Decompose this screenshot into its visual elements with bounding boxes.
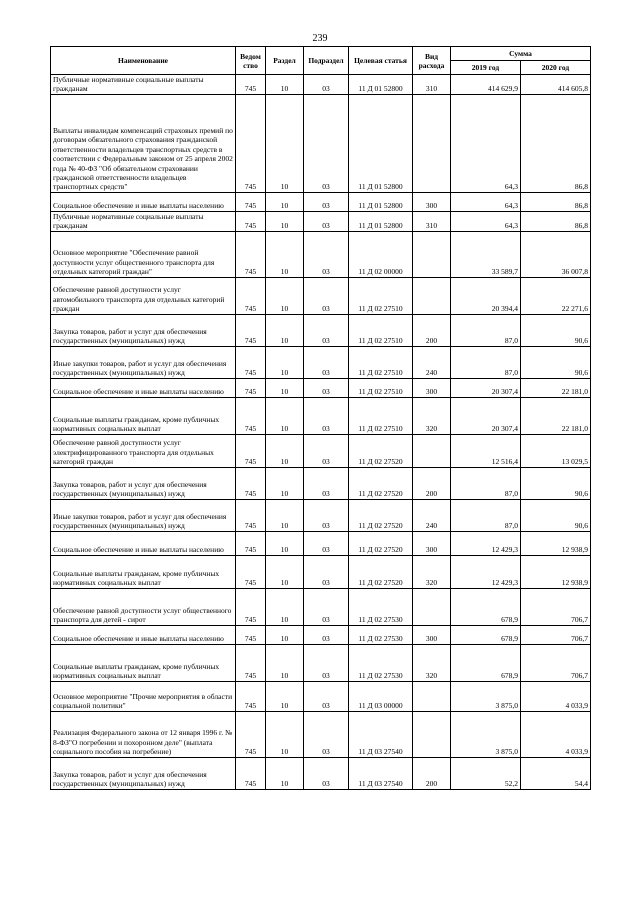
cell-sum-2020: 4 033,9 [521, 711, 591, 757]
table-row [51, 75, 591, 95]
cell-exp-type [413, 681, 451, 711]
cell-sum-2019: 52,2 [451, 757, 521, 789]
cell-dept: 745 [236, 346, 266, 378]
cell-subsection: 03 [304, 346, 349, 378]
cell-dept: 745 [236, 75, 266, 95]
cell-section: 10 [266, 644, 304, 681]
cell-exp-type [413, 588, 451, 625]
table-row [51, 378, 591, 397]
cell-section: 10 [266, 397, 304, 434]
cell-subsection: 03 [304, 588, 349, 625]
cell-sum-2020: 90,6 [521, 314, 591, 346]
cell-dept: 745 [236, 757, 266, 789]
cell-dept: 745 [236, 192, 266, 211]
cell-subsection: 03 [304, 211, 349, 231]
cell-subsection: 03 [304, 397, 349, 434]
cell-subsection: 03 [304, 499, 349, 531]
cell-target: 11 Д 02 27530 [349, 644, 413, 681]
cell-sum-2020: 12 938,9 [521, 555, 591, 588]
cell-section: 10 [266, 681, 304, 711]
table-row [51, 757, 591, 789]
cell-sum-2020: 13 029,5 [521, 434, 591, 467]
cell-sum-2019: 12 429,3 [451, 531, 521, 555]
cell-section: 10 [266, 346, 304, 378]
cell-exp-type: 310 [413, 75, 451, 95]
cell-dept: 745 [236, 277, 266, 314]
cell-dept: 745 [236, 397, 266, 434]
cell-sum-2020: 86,8 [521, 211, 591, 231]
header-exp-type: Вид расхода [413, 47, 451, 75]
cell-dept: 745 [236, 711, 266, 757]
cell-target: 11 Д 01 52800 [349, 75, 413, 95]
cell-name: Обеспечение равной доступности услуг общественного транспорта для детей - сирот [51, 588, 236, 625]
cell-sum-2019: 20 307,4 [451, 397, 521, 434]
cell-exp-type: 320 [413, 555, 451, 588]
header-target: Целевая статья [349, 47, 413, 75]
cell-exp-type: 240 [413, 346, 451, 378]
page-number: 239 [312, 33, 328, 44]
cell-sum-2020: 22 181,0 [521, 397, 591, 434]
table-row [51, 467, 591, 499]
cell-sum-2020: 22 271,6 [521, 277, 591, 314]
cell-target: 11 Д 02 27520 [349, 499, 413, 531]
cell-exp-type [413, 231, 451, 277]
table-row [51, 681, 591, 711]
cell-sum-2020: 54,4 [521, 757, 591, 789]
cell-target: 11 Д 02 27530 [349, 588, 413, 625]
table-row [51, 314, 591, 346]
cell-sum-2020: 706,7 [521, 588, 591, 625]
cell-exp-type: 200 [413, 467, 451, 499]
header-subsection: Подраздел [304, 47, 349, 75]
cell-sum-2019: 20 394,4 [451, 277, 521, 314]
cell-target: 11 Д 03 00000 [349, 681, 413, 711]
cell-exp-type [413, 94, 451, 192]
cell-section: 10 [266, 277, 304, 314]
cell-target: 11 Д 02 27530 [349, 625, 413, 644]
cell-target: 11 Д 01 52800 [349, 211, 413, 231]
cell-subsection: 03 [304, 681, 349, 711]
cell-target: 11 Д 02 27520 [349, 434, 413, 467]
table-row [51, 231, 591, 277]
cell-target: 11 Д 03 27540 [349, 757, 413, 789]
cell-name: Социальное обеспечение и иные выплаты населению [51, 378, 236, 397]
cell-subsection: 03 [304, 644, 349, 681]
cell-subsection: 03 [304, 555, 349, 588]
cell-sum-2020: 90,6 [521, 346, 591, 378]
cell-target: 11 Д 02 27510 [349, 314, 413, 346]
cell-sum-2019: 12 516,4 [451, 434, 521, 467]
cell-sum-2019: 64,3 [451, 211, 521, 231]
cell-name: Основное мероприятие "Прочие мероприятия в области социальной политики" [51, 681, 236, 711]
table-row [51, 434, 591, 467]
cell-exp-type: 300 [413, 625, 451, 644]
cell-target: 11 Д 03 27540 [349, 711, 413, 757]
cell-dept: 745 [236, 314, 266, 346]
cell-sum-2019: 3 875,0 [451, 711, 521, 757]
cell-section: 10 [266, 434, 304, 467]
cell-sum-2019: 33 589,7 [451, 231, 521, 277]
cell-name: Закупка товаров, работ и услуг для обеспечения государственных (муниципальных) нужд [51, 314, 236, 346]
cell-section: 10 [266, 192, 304, 211]
cell-name: Социальное обеспечение и иные выплаты населению [51, 531, 236, 555]
cell-section: 10 [266, 499, 304, 531]
table-row [51, 499, 591, 531]
cell-dept: 745 [236, 211, 266, 231]
header-year-2019: 2019 год [451, 61, 521, 75]
cell-name: Социальное обеспечение и иные выплаты населению [51, 192, 236, 211]
table-row [51, 588, 591, 625]
table-row [51, 531, 591, 555]
cell-sum-2020: 414 605,8 [521, 75, 591, 95]
table-row [51, 346, 591, 378]
cell-dept: 745 [236, 555, 266, 588]
cell-name: Социальные выплаты гражданам, кроме публичных нормативных социальных выплат [51, 644, 236, 681]
header-dept: Ведом ство [236, 47, 266, 75]
cell-target: 11 Д 01 52800 [349, 94, 413, 192]
cell-dept: 745 [236, 231, 266, 277]
budget-table [50, 46, 591, 790]
cell-name: Закупка товаров, работ и услуг для обеспечения государственных (муниципальных) нужд [51, 757, 236, 789]
cell-sum-2019: 678,9 [451, 588, 521, 625]
cell-name: Социальные выплаты гражданам, кроме публичных нормативных социальных выплат [51, 555, 236, 588]
header-sum: Сумма [451, 47, 591, 61]
cell-sum-2019: 87,0 [451, 314, 521, 346]
table-row [51, 277, 591, 314]
cell-subsection: 03 [304, 625, 349, 644]
cell-exp-type: 320 [413, 397, 451, 434]
cell-exp-type: 240 [413, 499, 451, 531]
cell-section: 10 [266, 757, 304, 789]
cell-name: Обеспечение равной доступности услуг автомобильного транспорта для отдельных категорий граждан [51, 277, 236, 314]
cell-sum-2019: 3 875,0 [451, 681, 521, 711]
cell-sum-2020: 12 938,9 [521, 531, 591, 555]
cell-section: 10 [266, 531, 304, 555]
cell-subsection: 03 [304, 192, 349, 211]
cell-sum-2019: 87,0 [451, 499, 521, 531]
cell-exp-type [413, 711, 451, 757]
cell-sum-2019: 87,0 [451, 346, 521, 378]
cell-target: 11 Д 02 27520 [349, 531, 413, 555]
table-row [51, 555, 591, 588]
cell-section: 10 [266, 625, 304, 644]
cell-target: 11 Д 02 27520 [349, 555, 413, 588]
cell-target: 11 Д 02 27510 [349, 378, 413, 397]
cell-dept: 745 [236, 531, 266, 555]
cell-sum-2019: 414 629,9 [451, 75, 521, 95]
cell-subsection: 03 [304, 94, 349, 192]
cell-name: Основное мероприятие "Обеспечение равной доступности услуг общественного транспорта для отдельных категорий граждан" [51, 231, 236, 277]
cell-target: 11 Д 01 52800 [349, 192, 413, 211]
cell-exp-type [413, 277, 451, 314]
cell-section: 10 [266, 711, 304, 757]
cell-section: 10 [266, 94, 304, 192]
cell-dept: 745 [236, 644, 266, 681]
cell-exp-type: 300 [413, 531, 451, 555]
cell-exp-type: 310 [413, 211, 451, 231]
table-row [51, 192, 591, 211]
table-row [51, 397, 591, 434]
cell-section: 10 [266, 314, 304, 346]
cell-section: 10 [266, 231, 304, 277]
cell-section: 10 [266, 378, 304, 397]
cell-sum-2019: 678,9 [451, 625, 521, 644]
cell-name: Выплаты инвалидам компенсаций страховых премий по договорам обязательного страхования гражданской ответственности владельцев транспортных средств в соответствии с Федеральным законом от 25 апреля 2002 года № 40-ФЗ "Об обязательном страховании гражданской ответственности владельцев транспортных средств" [51, 94, 236, 192]
cell-sum-2020: 90,6 [521, 467, 591, 499]
cell-dept: 745 [236, 625, 266, 644]
cell-subsection: 03 [304, 378, 349, 397]
cell-target: 11 Д 02 27510 [349, 277, 413, 314]
cell-name: Публичные нормативные социальные выплаты гражданам [51, 211, 236, 231]
cell-sum-2019: 12 429,3 [451, 555, 521, 588]
cell-dept: 745 [236, 467, 266, 499]
cell-subsection: 03 [304, 531, 349, 555]
header-name: Наименование [51, 47, 236, 75]
table-row [51, 94, 591, 192]
cell-subsection: 03 [304, 231, 349, 277]
cell-subsection: 03 [304, 757, 349, 789]
cell-target: 11 Д 02 00000 [349, 231, 413, 277]
cell-sum-2020: 706,7 [521, 644, 591, 681]
cell-subsection: 03 [304, 467, 349, 499]
cell-section: 10 [266, 75, 304, 95]
table-body [51, 75, 591, 790]
cell-name: Социальное обеспечение и иные выплаты населению [51, 625, 236, 644]
cell-sum-2019: 64,3 [451, 192, 521, 211]
cell-dept: 745 [236, 378, 266, 397]
cell-dept: 745 [236, 499, 266, 531]
cell-subsection: 03 [304, 277, 349, 314]
cell-section: 10 [266, 555, 304, 588]
cell-dept: 745 [236, 434, 266, 467]
cell-sum-2019: 678,9 [451, 644, 521, 681]
cell-name: Реализация Федерального закона от 12 января 1996 г. № 8-ФЗ"О погребении и похоронном деле" (выплата социального пособия на погребение) [51, 711, 236, 757]
table-row [51, 625, 591, 644]
cell-section: 10 [266, 588, 304, 625]
cell-name: Социальные выплаты гражданам, кроме публичных нормативных социальных выплат [51, 397, 236, 434]
cell-exp-type: 200 [413, 314, 451, 346]
cell-sum-2020: 36 007,8 [521, 231, 591, 277]
cell-sum-2020: 86,8 [521, 192, 591, 211]
cell-name: Обеспечение равной доступности услуг электрифицированного транспорта для отдельных категорий граждан [51, 434, 236, 467]
cell-sum-2019: 64,3 [451, 94, 521, 192]
cell-dept: 745 [236, 681, 266, 711]
cell-subsection: 03 [304, 434, 349, 467]
table-row [51, 211, 591, 231]
cell-target: 11 Д 02 27520 [349, 467, 413, 499]
header-year-2020: 2020 год [521, 61, 591, 75]
cell-sum-2020: 90,6 [521, 499, 591, 531]
cell-subsection: 03 [304, 75, 349, 95]
cell-dept: 745 [236, 588, 266, 625]
cell-name: Закупка товаров, работ и услуг для обеспечения государственных (муниципальных) нужд [51, 467, 236, 499]
table-row [51, 644, 591, 681]
cell-exp-type: 300 [413, 192, 451, 211]
cell-subsection: 03 [304, 711, 349, 757]
cell-dept: 745 [236, 94, 266, 192]
cell-sum-2020: 706,7 [521, 625, 591, 644]
cell-sum-2020: 22 181,0 [521, 378, 591, 397]
cell-name: Иные закупки товаров, работ и услуг для обеспечения государственных (муниципальных) нужд [51, 346, 236, 378]
cell-target: 11 Д 02 27510 [349, 397, 413, 434]
cell-exp-type: 300 [413, 378, 451, 397]
cell-exp-type [413, 434, 451, 467]
cell-sum-2019: 87,0 [451, 467, 521, 499]
cell-name: Публичные нормативные социальные выплаты гражданам [51, 75, 236, 95]
header-section: Раздел [266, 47, 304, 75]
cell-sum-2020: 86,8 [521, 94, 591, 192]
cell-exp-type: 320 [413, 644, 451, 681]
cell-sum-2019: 20 307,4 [451, 378, 521, 397]
cell-exp-type: 200 [413, 757, 451, 789]
cell-section: 10 [266, 467, 304, 499]
table-row [51, 711, 591, 757]
cell-section: 10 [266, 211, 304, 231]
cell-name: Иные закупки товаров, работ и услуг для обеспечения государственных (муниципальных) нужд [51, 499, 236, 531]
cell-sum-2020: 4 033,9 [521, 681, 591, 711]
cell-target: 11 Д 02 27510 [349, 346, 413, 378]
cell-subsection: 03 [304, 314, 349, 346]
